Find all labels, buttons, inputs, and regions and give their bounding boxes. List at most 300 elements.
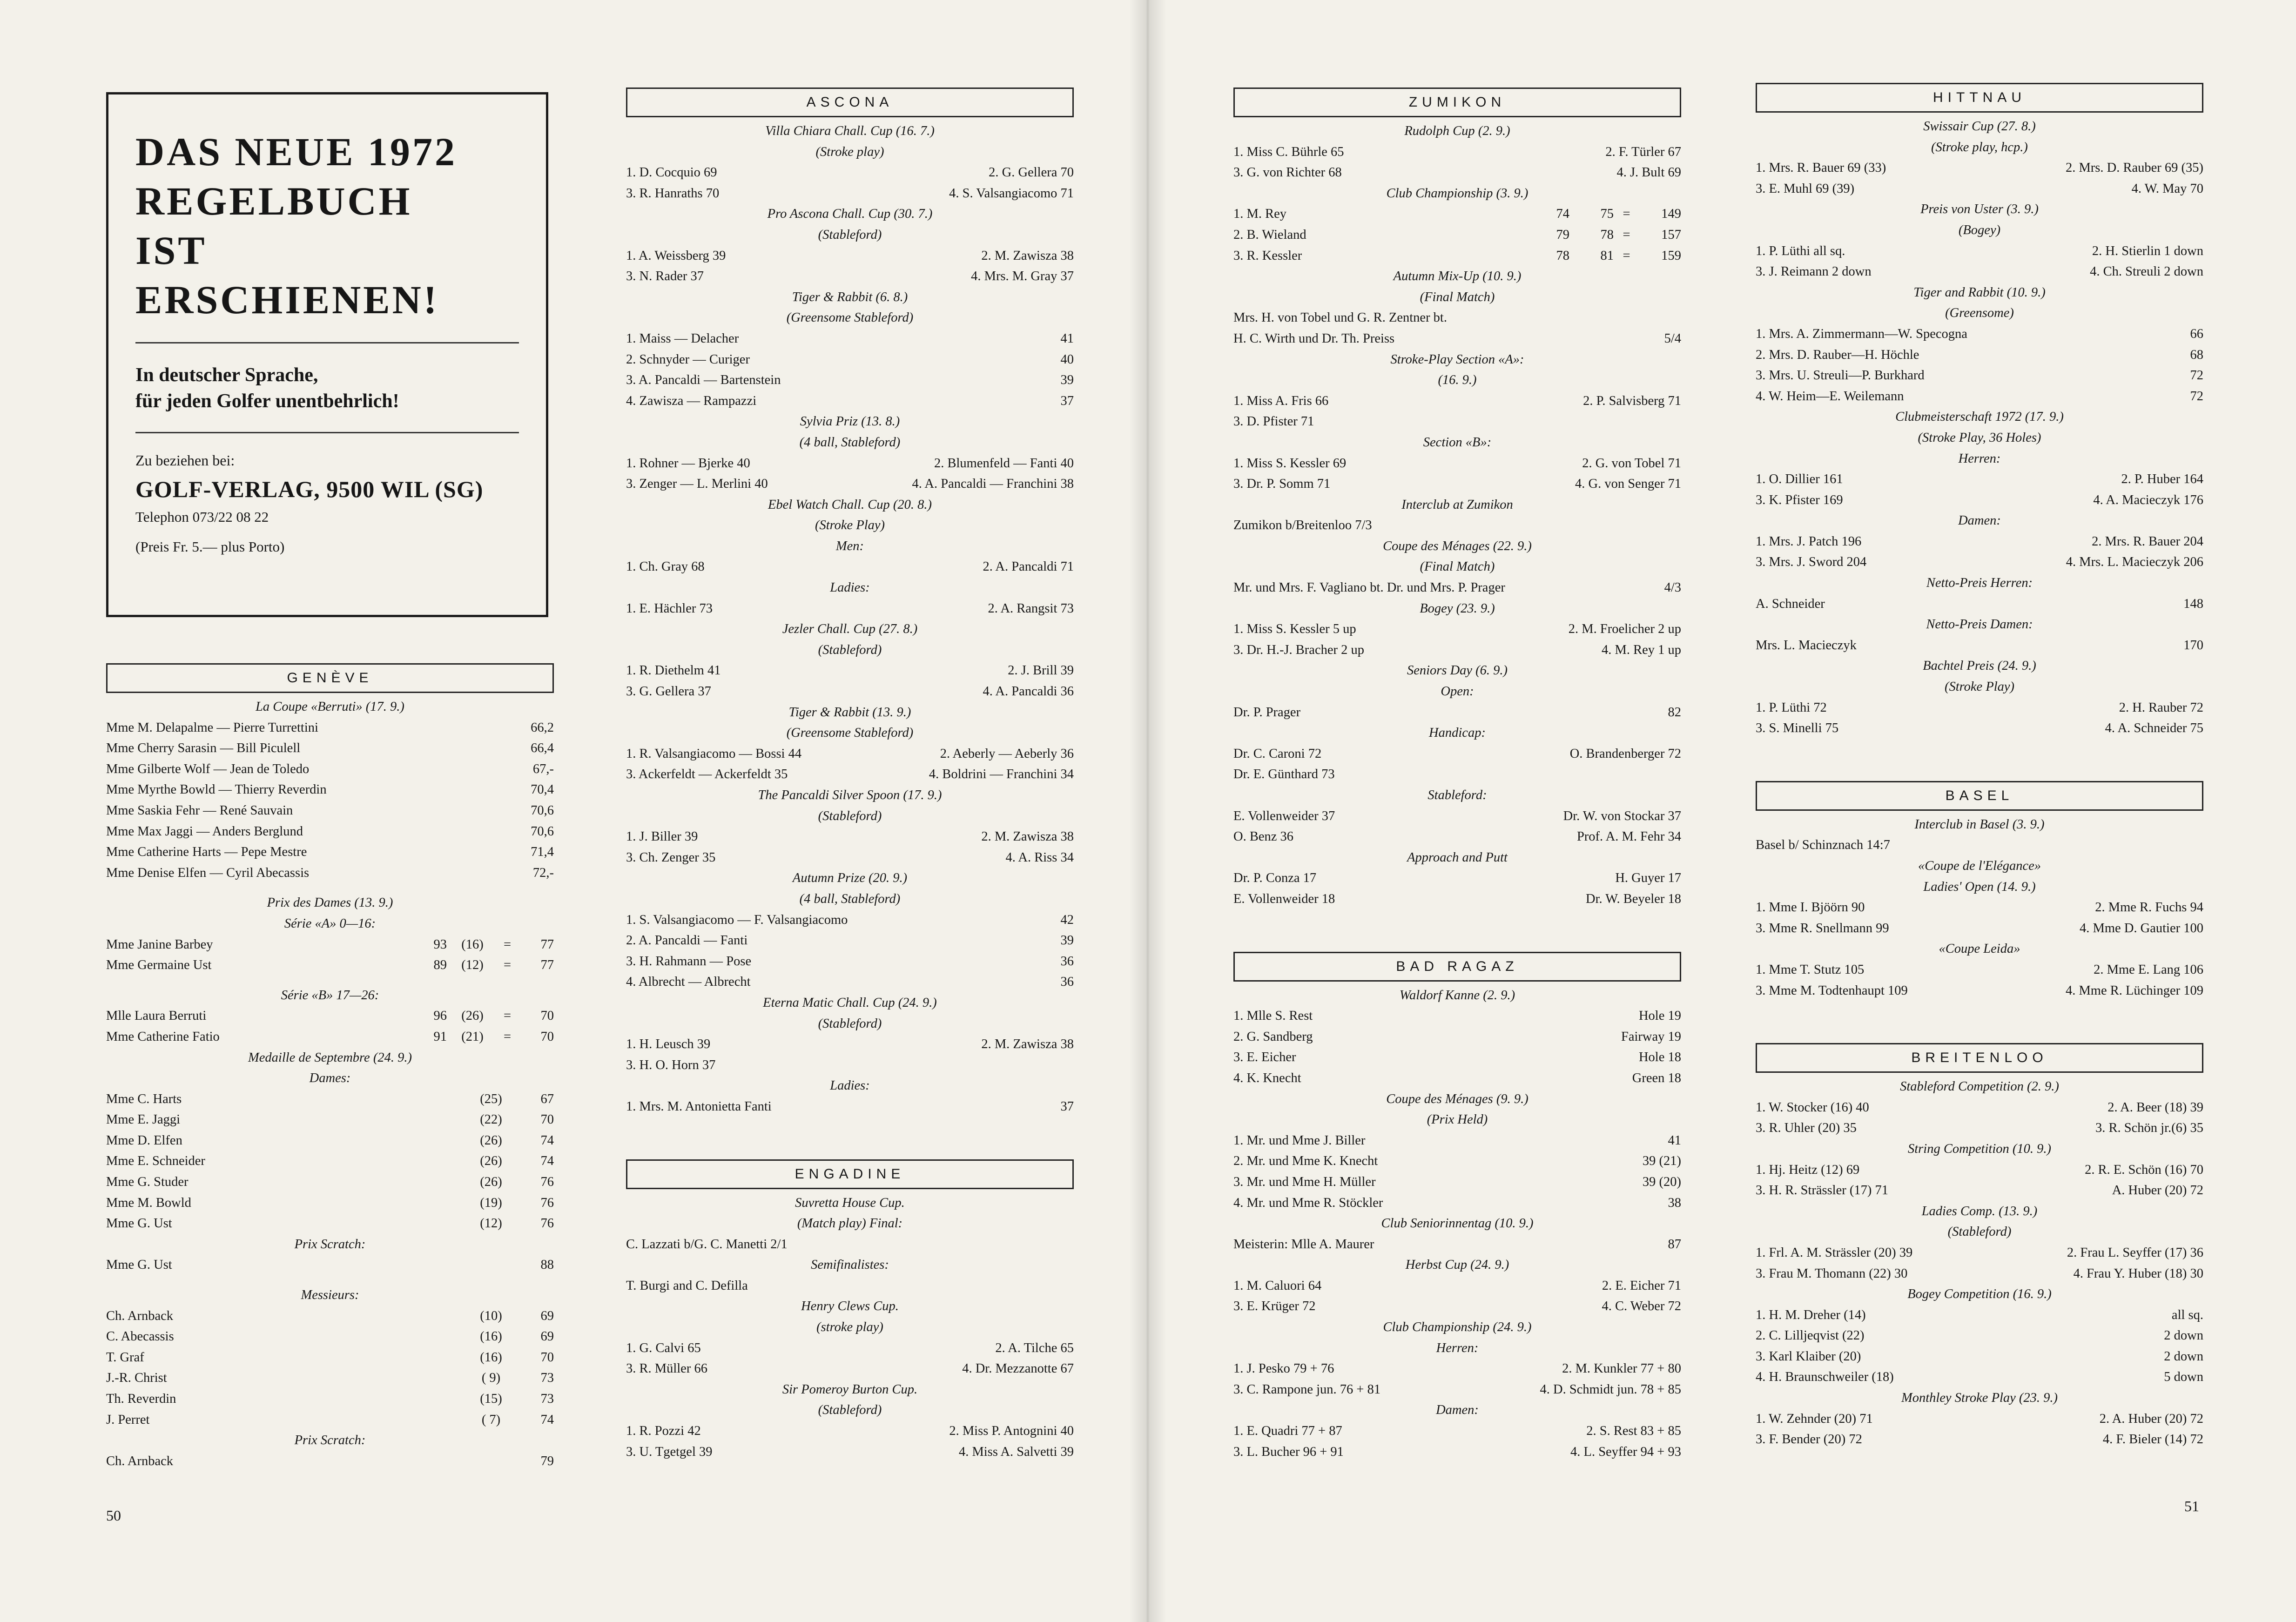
subheading: Bogey Competition (16. 9.) [1907, 1287, 2052, 1302]
result-net: 70 [540, 1029, 554, 1044]
result-row [1756, 179, 2203, 200]
result-row [1233, 1006, 1681, 1027]
subheading: Handicap: [1429, 726, 1486, 740]
result-left: 3. G. Gellera 37 [626, 684, 711, 699]
subheading: «Coupe de l'Elégance» [1918, 859, 2041, 873]
result-equals: = [503, 958, 512, 973]
result-right: 87 [1668, 1237, 1681, 1252]
subheading: Netto-Preis Damen: [1926, 617, 2033, 632]
subheading: Suvretta House Cup. [795, 1195, 905, 1210]
result-row [1233, 1193, 1681, 1214]
result-row [1233, 744, 1681, 765]
result-row [1756, 262, 2203, 283]
subheading: Damen: [1436, 1403, 1479, 1418]
result-right: 5 down [2164, 1370, 2203, 1385]
result-right: 148 [2183, 596, 2203, 611]
result-right: 39 (20) [1642, 1174, 1681, 1189]
result-score: 66,4 [531, 741, 554, 756]
result-name: Mme Catherine Harts — Pepe Mestre [106, 845, 307, 860]
result-row [626, 1276, 1074, 1297]
result-row [1756, 635, 2203, 656]
result-left: Meisterin: Mlle A. Maurer [1233, 1237, 1374, 1252]
result-name: Mme Janine Barbey [106, 937, 213, 952]
result-left: 1. Miss S. Kessler 69 [1233, 456, 1347, 471]
result-right: 2. G. Gellera 70 [989, 165, 1074, 180]
subheading: (Final Match) [1420, 559, 1495, 574]
result-left: 1. R. Valsangiacomo — Bossi 44 [626, 746, 802, 761]
result-row [106, 1027, 554, 1048]
result-row [106, 1213, 554, 1234]
subheading: Coupe des Ménages (22. 9.) [1383, 538, 1532, 553]
result-right: 2. S. Rest 83 + 85 [1586, 1424, 1681, 1439]
result-row [1756, 1097, 2203, 1118]
result-row [106, 821, 554, 842]
result-right: 4. Miss A. Salvetti 39 [958, 1444, 1074, 1459]
result-net: 77 [540, 937, 554, 952]
section-breitenloo [1756, 1043, 2203, 1450]
result-row [1233, 1068, 1681, 1089]
subheading: Open: [1441, 684, 1474, 699]
result-row [1756, 1326, 2203, 1346]
ad-divider [135, 342, 519, 343]
result-right: Dr. W. von Stockar 37 [1563, 808, 1681, 823]
result-right: 72 [2190, 368, 2203, 383]
result-right: 42 [1060, 912, 1074, 927]
result-left: 1. Mrs. R. Bauer 69 (33) [1756, 161, 1886, 175]
result-row [1233, 619, 1681, 640]
subheading: Prix Scratch: [294, 1433, 366, 1448]
result-right: 4. S. Valsangiacomo 71 [949, 186, 1074, 201]
subheading: Men: [835, 538, 864, 553]
result-name: Mlle Laura Berruti [106, 1009, 207, 1023]
subheading: Stableford: [1427, 788, 1487, 802]
result-gross: 93 [433, 937, 447, 952]
result-row [1233, 411, 1681, 432]
subheading: Club Championship (24. 9.) [1383, 1320, 1532, 1335]
subheading: Stableford Competition (2. 9.) [1900, 1079, 2059, 1094]
result-row [106, 1110, 554, 1131]
result-row [1756, 365, 2203, 386]
result-row [1756, 532, 2203, 552]
subheading: Stroke-Play Section «A»: [1390, 352, 1524, 367]
subheading: (Stableford) [818, 642, 882, 657]
subheading: «Coupe Leida» [1939, 942, 2020, 956]
result-name: Th. Reverdin [106, 1392, 176, 1406]
result-right: 2. J. Brill 39 [1008, 663, 1074, 678]
result-name: Mme C. Harts [106, 1091, 182, 1106]
section-ascona [626, 87, 1074, 1117]
result-row [626, 910, 1074, 931]
result-row [626, 474, 1074, 495]
result-row [106, 718, 554, 739]
round-one-score: 78 [1556, 248, 1569, 263]
result-right: 3. R. Schön jr.(6) 35 [2095, 1121, 2203, 1136]
result-left: 4. K. Knecht [1233, 1070, 1301, 1085]
result-right: 2. H. Rauber 72 [2119, 700, 2203, 715]
result-right: Hole 19 [1638, 1009, 1681, 1023]
result-left: 1. R. Pozzi 42 [626, 1424, 701, 1439]
results-column-2 [626, 87, 1074, 1472]
result-left: Dr. P. Conza 17 [1233, 871, 1317, 886]
result-left: 3. G. von Richter 68 [1233, 165, 1342, 180]
result-right: 2. E. Eicher 71 [1602, 1278, 1681, 1293]
result-right: 68 [2190, 347, 2203, 362]
result-left: 1. O. Dillier 161 [1756, 472, 1843, 487]
subheading: Pro Ascona Chall. Cup (30. 7.) [767, 207, 933, 222]
result-handicap: (26) [480, 1175, 502, 1190]
result-row [1756, 1160, 2203, 1181]
section-zumikon [1233, 87, 1681, 910]
result-equals: = [503, 937, 512, 952]
result-score: 66,2 [531, 720, 554, 735]
result-row [626, 1359, 1074, 1380]
coupe-results [106, 718, 554, 884]
result-left: 3. H. Rahmann — Pose [626, 954, 752, 969]
result-row [1233, 702, 1681, 723]
result-row [626, 599, 1074, 619]
result-row [1756, 241, 2203, 262]
result-row [1756, 981, 2203, 1002]
subheading: Section «B»: [1423, 435, 1492, 450]
result-left: 3. Ackerfeldt — Ackerfeldt 35 [626, 767, 788, 782]
section-basel [1756, 781, 2203, 1001]
result-name: J. Perret [106, 1412, 150, 1427]
result-right: 4/3 [1664, 580, 1681, 595]
result-right: 2. A. Rangsit 73 [988, 601, 1074, 616]
result-row [106, 1410, 554, 1431]
result-row [1233, 162, 1681, 183]
result-row [1233, 474, 1681, 495]
result-name: Mme Denise Elfen — Cyril Abecassis [106, 865, 310, 880]
result-name: C. Abecassis [106, 1329, 174, 1344]
result-equals: = [1623, 227, 1630, 242]
subheading: Série «B» 17—26: [281, 988, 379, 1003]
result-right: 4. M. Rey 1 up [1602, 642, 1681, 657]
result-right: Green 18 [1632, 1070, 1681, 1085]
subheading: (Greensome Stableford) [786, 726, 914, 740]
result-score: 72,- [532, 865, 554, 880]
result-left: Dr. E. Günthard 73 [1233, 767, 1335, 782]
result-left: Dr. C. Caroni 72 [1233, 746, 1322, 761]
result-right: 4. G. von Senger 71 [1575, 477, 1681, 491]
subheading: (4 ball, Stableford) [799, 891, 901, 906]
result-right: 4. Mme R. Lüchinger 109 [2065, 983, 2203, 998]
section-header-hittnau: HITTNAU [1756, 83, 2203, 113]
result-left: 3. Mrs. J. Sword 204 [1756, 555, 1867, 570]
result-left: Mrs. L. Macieczyk [1756, 638, 1857, 653]
result-left: Basel b/ Schinznach 14:7 [1756, 838, 1890, 853]
result-net: 79 [540, 1454, 554, 1468]
result-right: Hole 18 [1638, 1050, 1681, 1065]
result-handicap: (21) [461, 1029, 484, 1044]
result-right: 4. Mme D. Gautier 100 [2080, 921, 2203, 936]
result-row [1756, 552, 2203, 573]
book-gutter [1129, 0, 1166, 1622]
subheading: (Bogey) [1958, 222, 2001, 237]
section-spacer [1756, 748, 2203, 781]
result-left: Zumikon b/Breitenloo 7/3 [1233, 518, 1372, 533]
result-right: 66 [2190, 326, 2203, 341]
result-left: 3. Karl Klaiber (20) [1756, 1349, 1861, 1364]
result-left: 1. J. Biller 39 [626, 829, 698, 844]
subheading: Rudolph Cup (2. 9.) [1404, 124, 1510, 138]
result-row [1233, 889, 1681, 910]
result-handicap: (16) [480, 1350, 502, 1365]
result-row [1233, 1234, 1681, 1255]
result-left: 4. Albrecht — Albrecht [626, 975, 751, 989]
result-right: 41 [1668, 1133, 1681, 1148]
result-left: 1. Mlle S. Rest [1233, 1009, 1313, 1023]
result-right: 170 [2183, 638, 2203, 653]
result-row [626, 266, 1074, 287]
result-left: 1. Mr. und Mme J. Biller [1233, 1133, 1366, 1148]
result-left: 4. Mr. und Mme R. Stöckler [1233, 1195, 1383, 1210]
subheading: Sir Pomeroy Burton Cup. [782, 1382, 918, 1397]
result-right: 4. C. Weber 72 [1602, 1299, 1681, 1314]
result-left: 1. D. Cocquio 69 [626, 165, 717, 180]
subheading: Semifinalistes: [811, 1258, 889, 1272]
subheading: Sylvia Priz (13. 8.) [800, 414, 900, 429]
ad-title-line: ERSCHIENEN! [135, 277, 439, 322]
result-left: Dr. P. Prager [1233, 705, 1301, 720]
subheading: Club Seniorinnentag (10. 9.) [1381, 1216, 1534, 1231]
subheading: Prix Scratch: [294, 1237, 366, 1252]
result-left: 3. N. Rader 37 [626, 269, 704, 284]
result-right: H. Guyer 17 [1615, 871, 1681, 886]
result-right: 2. Miss P. Antognini 40 [949, 1424, 1074, 1439]
result-row [1233, 764, 1681, 785]
result-left: 1. Mme T. Stutz 105 [1756, 962, 1865, 977]
subheading: (Stroke Play) [1944, 680, 2015, 694]
result-row [1756, 718, 2203, 739]
subheading: (Final Match) [1420, 289, 1495, 304]
result-row [1756, 1305, 2203, 1326]
subheading: Interclub in Basel (3. 9.) [1914, 817, 2045, 832]
subheading: Eterna Matic Chall. Cup (24. 9.) [763, 995, 937, 1010]
result-equals: = [503, 1029, 512, 1044]
result-left: 1. Mrs. A. Zimmermann—W. Specogna [1756, 326, 1967, 341]
result-right: 2. Mme R. Fuchs 94 [2095, 900, 2203, 915]
subheading: Herbst Cup (24. 9.) [1405, 1258, 1509, 1272]
result-row [106, 1368, 554, 1389]
result-right: 2. Blumenfeld — Fanti 40 [934, 456, 1074, 471]
subheading: Tiger and Rabbit (10. 9.) [1913, 285, 2046, 300]
result-row [1233, 453, 1681, 474]
result-row [626, 827, 1074, 848]
subheading: (Stableford) [818, 808, 882, 823]
subheading: Ladies: [830, 1078, 870, 1093]
result-row [1756, 386, 2203, 407]
result-left: 1. Mme I. Bjöörn 90 [1756, 900, 1865, 915]
result-right: 4. J. Bult 69 [1616, 165, 1681, 180]
total-score: 159 [1661, 248, 1681, 263]
result-left: 3. K. Pfister 169 [1756, 492, 1843, 507]
result-handicap: (16) [461, 937, 484, 952]
result-right: 4. Frau Y. Huber (18) 30 [2073, 1266, 2203, 1281]
result-row [1756, 594, 2203, 615]
subheading: String Competition (10. 9.) [1908, 1141, 2051, 1156]
result-row [106, 1151, 554, 1172]
result-left: 3. H. R. Strässler (17) 71 [1756, 1183, 1888, 1198]
result-right: 4. Mrs. M. Gray 37 [971, 269, 1074, 284]
result-right: 2. A. Huber (20) 72 [2099, 1411, 2203, 1426]
result-score: 71,4 [531, 845, 554, 860]
result-row [1233, 329, 1681, 350]
page-number-right: 51 [2184, 1498, 2199, 1514]
result-row [1233, 578, 1681, 599]
subheading: Ladies: [830, 580, 870, 595]
result-left: 1. Hj. Heitz (12) 69 [1756, 1162, 1860, 1177]
result-row [626, 930, 1074, 951]
section-engadine [626, 1159, 1074, 1463]
result-right: 5/4 [1664, 331, 1681, 346]
result-left: 2. A. Pancaldi — Fanti [626, 933, 748, 948]
result-net: 76 [540, 1195, 554, 1210]
result-row [106, 1451, 554, 1472]
result-left: 1. Miss C. Bührle 65 [1233, 144, 1344, 159]
section-header-engadine: ENGADINE [626, 1159, 1074, 1189]
subheading: Club Championship (3. 9.) [1386, 186, 1528, 201]
result-name: Mme Gilberte Wolf — Jean de Toledo [106, 761, 310, 776]
result-left: 3. Mme R. Snellmann 99 [1756, 921, 1889, 936]
result-handicap: (25) [480, 1091, 502, 1106]
result-row [626, 744, 1074, 765]
result-row [106, 1326, 554, 1347]
result-row [106, 801, 554, 821]
subheading: (Greensome Stableford) [786, 310, 914, 325]
result-left: 1. Miss A. Fris 66 [1233, 393, 1329, 408]
subheading: (Stableford) [818, 1403, 882, 1418]
result-left: 3. Zenger — L. Merlini 40 [626, 477, 768, 491]
result-left: 3. C. Rampone jun. 76 + 81 [1233, 1382, 1381, 1397]
result-right: 4. F. Bieler (14) 72 [2102, 1432, 2203, 1447]
result-row [626, 391, 1074, 412]
result-right: 39 [1060, 373, 1074, 388]
result-row [106, 1347, 554, 1368]
ad-price: (Preis Fr. 5.— plus Porto) [135, 538, 285, 555]
result-row [1233, 806, 1681, 827]
result-right: 2. A. Tilche 65 [995, 1340, 1074, 1355]
result-net: 88 [540, 1258, 554, 1272]
round-one-score: 79 [1556, 227, 1569, 242]
result-left: C. Lazzati b/G. C. Manetti 2/1 [626, 1237, 788, 1252]
result-row [626, 557, 1074, 578]
result-right: 4. Mrs. L. Macieczyk 206 [2066, 555, 2203, 570]
result-row [626, 329, 1074, 350]
ad-title-line: IST [135, 228, 207, 273]
subheading: (Stableford) [818, 227, 882, 242]
result-right: 2. M. Zawisza 38 [981, 1037, 1074, 1052]
result-left: 1. W. Zehnder (20) 71 [1756, 1411, 1873, 1426]
result-left: 3. E. Muhl 69 (39) [1756, 181, 1855, 196]
result-row [1756, 469, 2203, 490]
result-row [1756, 1243, 2203, 1264]
result-right: 39 (21) [1642, 1154, 1681, 1169]
result-left: 1. Frl. A. M. Strässler (20) 39 [1756, 1245, 1913, 1260]
result-right: 4. A. Pancaldi 36 [983, 684, 1074, 699]
result-row [626, 848, 1074, 868]
result-left: O. Benz 36 [1233, 829, 1294, 844]
subheading: Autumn Prize (20. 9.) [792, 871, 908, 886]
result-row [626, 370, 1074, 391]
subheading: La Coupe «Berruti» (17. 9.) [256, 700, 404, 714]
subheading: Ebel Watch Chall. Cup (20. 8.) [768, 497, 932, 512]
result-row [1233, 1027, 1681, 1048]
result-row [1756, 1409, 2203, 1430]
result-row [626, 1421, 1074, 1442]
result-right: 4. Ch. Streuli 2 down [2090, 264, 2203, 279]
subheading: (Stroke play, hcp.) [1931, 140, 2028, 155]
result-row [1756, 698, 2203, 719]
results-column-3 [1233, 87, 1681, 1472]
result-right: 2. H. Stierlin 1 down [2092, 243, 2203, 258]
result-left: 3. Mr. und Mme H. Müller [1233, 1174, 1376, 1189]
result-row [1756, 490, 2203, 511]
result-handicap: (26) [480, 1154, 502, 1169]
subheading: Jezler Chall. Cup (27. 8.) [782, 622, 918, 637]
result-left: 1. Mrs. J. Patch 196 [1756, 534, 1862, 549]
result-row [106, 935, 554, 956]
result-row [106, 1306, 554, 1327]
result-left: 3. R. Müller 66 [626, 1361, 707, 1376]
result-left: 1. A. Weissberg 39 [626, 248, 726, 263]
subheading: Henry Clews Cup. [801, 1299, 899, 1314]
subheading: (Greensome) [1945, 306, 2014, 321]
results-column-4 [1756, 83, 2203, 1460]
result-left: 1. Ch. Gray 68 [626, 559, 705, 574]
ad-phone: Telephon 073/22 08 22 [135, 509, 269, 525]
round-one-score: 74 [1556, 207, 1569, 222]
result-name: Mme E. Schneider [106, 1154, 205, 1169]
result-right: 4. A. Pancaldi — Franchini 38 [912, 477, 1074, 491]
subheading: The Pancaldi Silver Spoon (17. 9.) [758, 788, 942, 802]
result-row [1233, 308, 1681, 329]
result-left: 1. Maiss — Delacher [626, 331, 739, 346]
round-two-score: 78 [1600, 227, 1614, 242]
result-left: 3. Dr. H.-J. Bracher 2 up [1233, 642, 1364, 657]
subheading: Ladies Comp. (13. 9.) [1921, 1204, 2038, 1218]
result-row [1233, 142, 1681, 163]
result-score: 70,4 [531, 782, 554, 797]
subheading: Seniors Day (6. 9.) [1407, 663, 1508, 678]
result-name: Mme Myrthe Bowld — Thierry Reverdin [106, 782, 327, 797]
subheading: (Stroke play) [815, 144, 884, 159]
result-row [1756, 1264, 2203, 1285]
result-name: Mme M. Bowld [106, 1195, 191, 1210]
result-row [106, 842, 554, 863]
result-gross: 91 [433, 1029, 447, 1044]
result-row [1233, 640, 1681, 661]
result-right: 2. P. Salvisberg 71 [1583, 393, 1681, 408]
result-left: 1. G. Calvi 65 [626, 1340, 701, 1355]
result-left: 3. L. Bucher 96 + 91 [1233, 1444, 1344, 1459]
result-equals: = [1623, 248, 1630, 263]
result-net: 74 [540, 1133, 554, 1148]
result-left: 1. P. Lüthi 72 [1756, 700, 1827, 715]
result-handicap: ( 7) [481, 1412, 501, 1427]
result-row [626, 246, 1074, 267]
result-name: 3. R. Kessler [1233, 248, 1302, 263]
spacer [106, 976, 554, 985]
subheading: Preis von Uster (3. 9.) [1920, 202, 2039, 217]
result-left: 2. C. Lilljeqvist (22) [1756, 1328, 1865, 1343]
result-row [626, 453, 1074, 474]
section-spacer [626, 1127, 1074, 1159]
result-right: 72 [2190, 389, 2203, 404]
subheading: Approach and Putt [1407, 850, 1508, 865]
result-left: 4. W. Heim—E. Weilemann [1756, 389, 1904, 404]
result-left: A. Schneider [1756, 596, 1825, 611]
